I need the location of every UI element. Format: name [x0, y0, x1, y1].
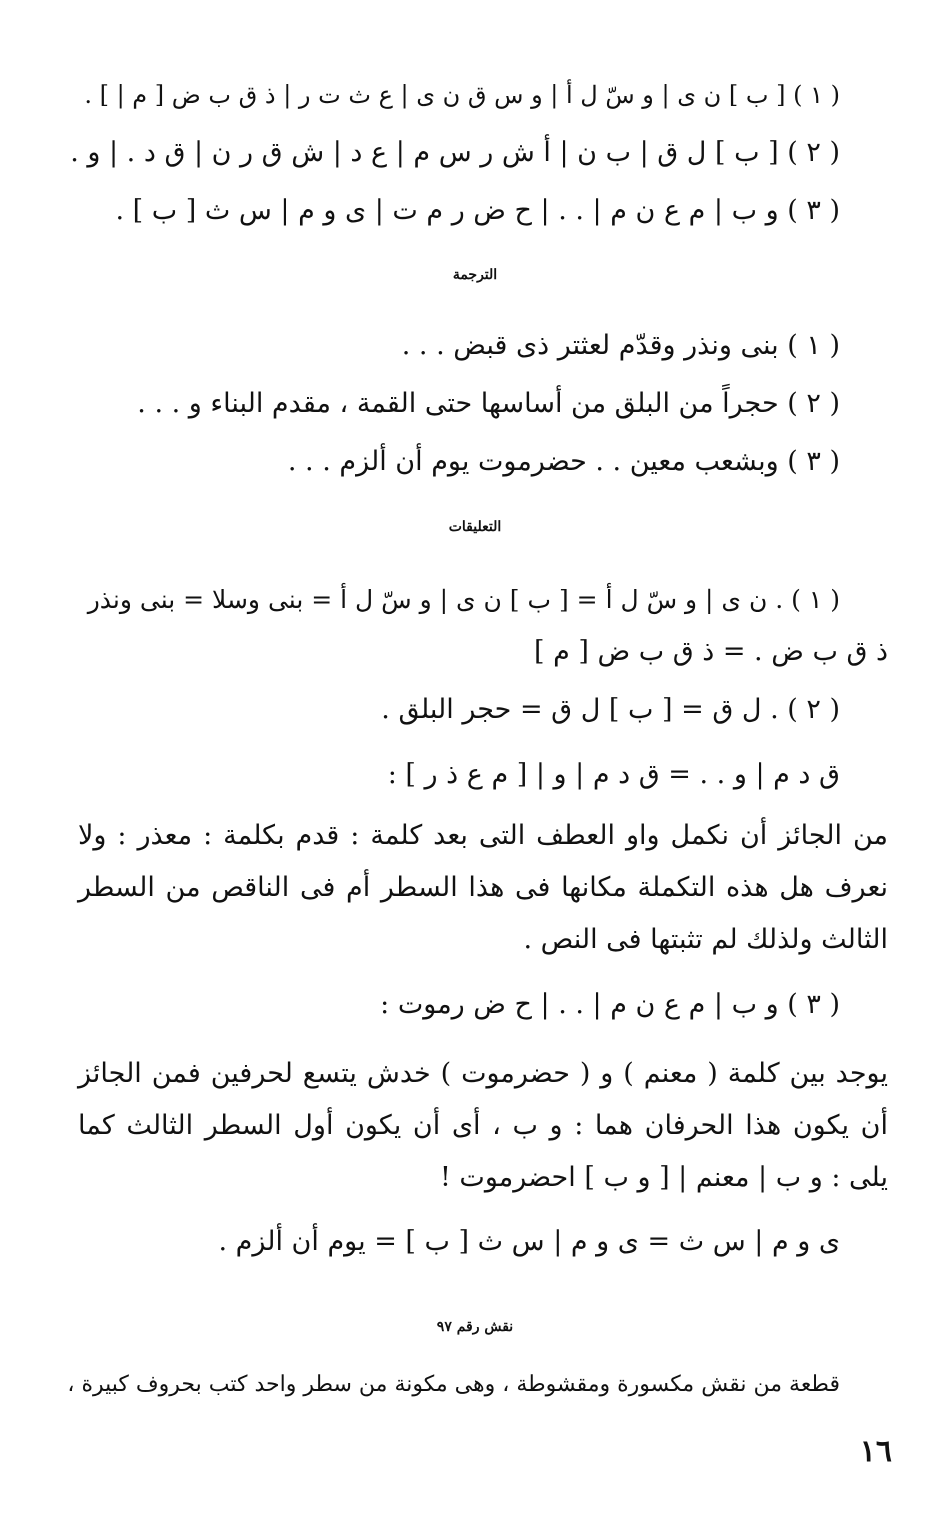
comment-1-line-1: ( ١ ) . ن ى | و سّ ل أ = [ ب ] ن ى | و سّ ل أ = بنى وسلا = بنى ونذر [87, 585, 840, 614]
inscription-heading: نقش رقم ٩٧ [436, 1319, 514, 1335]
transliteration-line-3: ( ٣ ) و ب | م ع ن م | . . | ح ض ر م ت | ى و م | س ث [ ب ] . [115, 195, 840, 226]
translation-line-1: ( ١ ) بنى ونذر وقدّم لعثتر ذى قبض . . . [401, 330, 840, 361]
translation-line-2: ( ٢ ) حجراً من البلق من أساسها حتى القمة ، مقدم البناء و . . . [137, 388, 840, 419]
transliteration-line-1: ( ١ ) [ ب ] ن ى | و سّ ل أ | و س ق ن ى | ع ث ت ر | ذ ق ب ض [ م | ] . [84, 81, 840, 109]
page-number: ١٦ [859, 1434, 892, 1469]
comment-1-line-2: ذ ق ب ض . = ذ ق ب ض [ م ] [533, 636, 888, 667]
translation-heading: الترجمة [452, 267, 498, 283]
comment-paragraph-1: من الجائز أن نكمل واو العطف التى بعد كلمة : قدم بكلمة : معذر : ولا نعرف هل هذه التكملة مكانها فى هذا السطر أم فى الناقص من السطر الثالث ولذلك لم تثبتها فى النص . [78, 820, 888, 955]
comment-3-equation: ى و م | س ث = ى و م | س ث [ ب ] = يوم أن ألزم . [218, 1226, 840, 1257]
transliteration-line-2: ( ٢ ) [ ب ] ل ق | ب ن | أ ش ر س م | ع د | ش ق ر ن | ق د . | و . [70, 137, 840, 168]
comment-3: ( ٣ ) و ب | م ع ن م | . . | ح ض رموت : [380, 989, 840, 1020]
comments-heading: التعليقات [448, 519, 502, 535]
inscription-description: قطعة من نقش مكسورة ومقشوطة ، وهى مكونة من سطر واحد كتب بحروف كبيرة ، [67, 1372, 840, 1397]
comment-paragraph-2: يوجد بين كلمة ( معنم ) و ( حضرموت ) خدش يتسع لحرفين فمن الجائز أن يكون هذا الحرفان هما : و ب ، أى أن يكون أول السطر الثالث كما يلى : و ب | معنم | [ و ب ] احضرموت ! [78, 1058, 888, 1193]
translation-line-3: ( ٣ ) وبشعب معين . . حضرموت يوم أن ألزم . . . [287, 446, 840, 477]
comment-2-completion: ق د م | و . . = ق د م | و | [ م ع ذ ر ] : [387, 759, 840, 790]
comment-2: ( ٢ ) . ل ق = [ ب ] ل ق = حجر البلق . [381, 694, 840, 725]
